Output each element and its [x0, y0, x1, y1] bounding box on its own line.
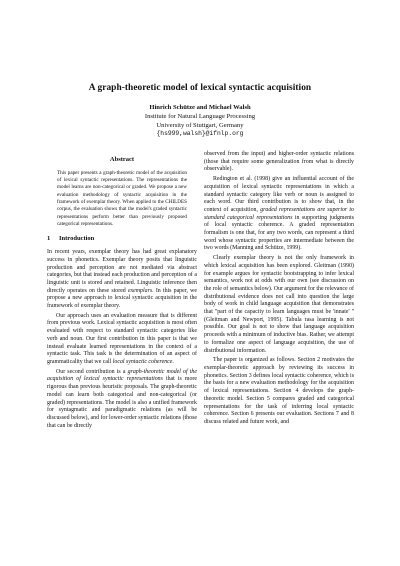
paper-authors: Hinrich Schütze and Michael Walsh — [149, 104, 251, 111]
paper-title: A graph-theoretic model of lexical syntactic acquisition — [88, 83, 312, 93]
body-paragraph — [204, 176, 354, 253]
abstract-text: This paper presents a graph-theoretic model of the acquisition of lexical syntactic representations. The representations the model learns are non-categorical or graded. We propose a new evaluation methodology of syntactic acquisition in the framework of exemplar theory. When applied to the CHILDES corpus, the evaluation shows that the model's graded syntactic representations perform better than previously proposed categorical representations. — [57, 169, 187, 228]
section-heading-introduction — [47, 235, 197, 243]
emphasis-text: local syntactic coherence — [112, 359, 173, 365]
text-run: . — [172, 359, 174, 365]
author-email: {hs999,walsh}@ifnlp.org — [156, 130, 244, 138]
text-run: In recent years, exemplar theory has had great explanatory success in phonetics. Exemplar theory posits that linguistic production and perception are not mediated via abstract categories, but that instead each production and perception of a linguistic unit is stored and retained. Linguistic inference then directly operates on these stored — [47, 249, 197, 294]
section-title: Introduction — [59, 235, 95, 243]
affiliation-line: Institute for Natural Language Processing — [144, 113, 256, 120]
text-run: Redington et al. (1998) give an influential account of the acquisition of lexical syntactic representations in which a standard syntactic category like verb or noun is assigned to each word. Our third contribution is to show that, in the context of acquisition, — [204, 176, 354, 213]
emphasis-text: graph-theoretic model of the acquisition of lexical syntactic representations — [47, 368, 197, 383]
text-run: Our second contribution is a — [56, 368, 128, 375]
body-paragraph: Clearly exemplar theory is not the only framework in which lexical acquisition has been explored. Gleitman (1990) for example argues for syntactic bootstrapping to infer lexical semantics, work not at odds with our own (see discussion on the role of semantics below). Our argument for the relevance of distributional evidence does not call into question the large body of work in child language acquisition that demonstrates that "part of the capacity to learn languages must be 'innate' " (Gleitman and Newport, 1995). Tabula rasa learning is not possible. Our goal is not to show that language acquisition proceeds with a minimum of inductive bias. Rather, we attempt to formalize one aspect of language acquisition, the use of distributional information. — [204, 255, 354, 354]
right-column — [204, 151, 354, 427]
body-paragraph — [47, 249, 197, 311]
body-paragraph — [47, 313, 197, 367]
affiliation-block — [0, 113, 400, 139]
left-column — [47, 150, 197, 430]
section-number: 1 — [47, 235, 51, 243]
emphasis-text: exemplars — [127, 287, 153, 294]
body-paragraph: The paper is organized as follows. Section 2 motivates the exemplar-theoretic approach by reviewing its success in phonetics. Section 3 defines local syntactic coherence, which is the basis for a new evaluation methodology for the acquisition of lexical representations. Section 4 develops the graph-theoretic model. Section 5 compares graded and categorical representations for the task of inferring local syntactic coherence. Section 6 presents our evaluation. Sections 7 and 8 discuss related and future work, and — [204, 357, 354, 425]
body-paragraph — [47, 369, 197, 431]
text-run: in supporting judgments of local syntactic coherence. A graded representation formalism is one that, for any two words, can represent a third word whose syntactic properties are intermediate between the two words (Manning and Schütze, 1999). — [204, 214, 354, 252]
body-paragraph: observed from the input) and higher-order syntactic relations (those that require some generalization from what is directly observable). — [204, 151, 354, 173]
text-run: that is more rigorous than previous heuristic proposals. The graph-theoretic model can learn both categorical and non-categorical (or graded) representations. The model is also a unified framework for syntagmatic and paradigmatic relations (as will be discussed below), and for lower-order syntactic relations (those that can be directly — [47, 376, 197, 429]
affiliation-line: University of Stuttgart, Germany — [156, 121, 244, 129]
abstract-heading: Abstract — [109, 156, 135, 163]
text-run: . In this paper, we propose a new approach to lexical syntactic acquisition in the framework of exemplar theory. — [47, 287, 198, 310]
emphasis-text: graded representations are superior to standard categorical representations — [204, 206, 354, 221]
text-run: Our approach uses an evaluation measure that is different from previous work. Lexical syntactic acquisition is most often evaluated with respect to standard syntactic categories like verb and noun. Our first contribution in this paper is that we instead evaluate learned representations in the context of a syntactic task. This task is the determination of an aspect of grammaticality that we call — [47, 312, 197, 365]
